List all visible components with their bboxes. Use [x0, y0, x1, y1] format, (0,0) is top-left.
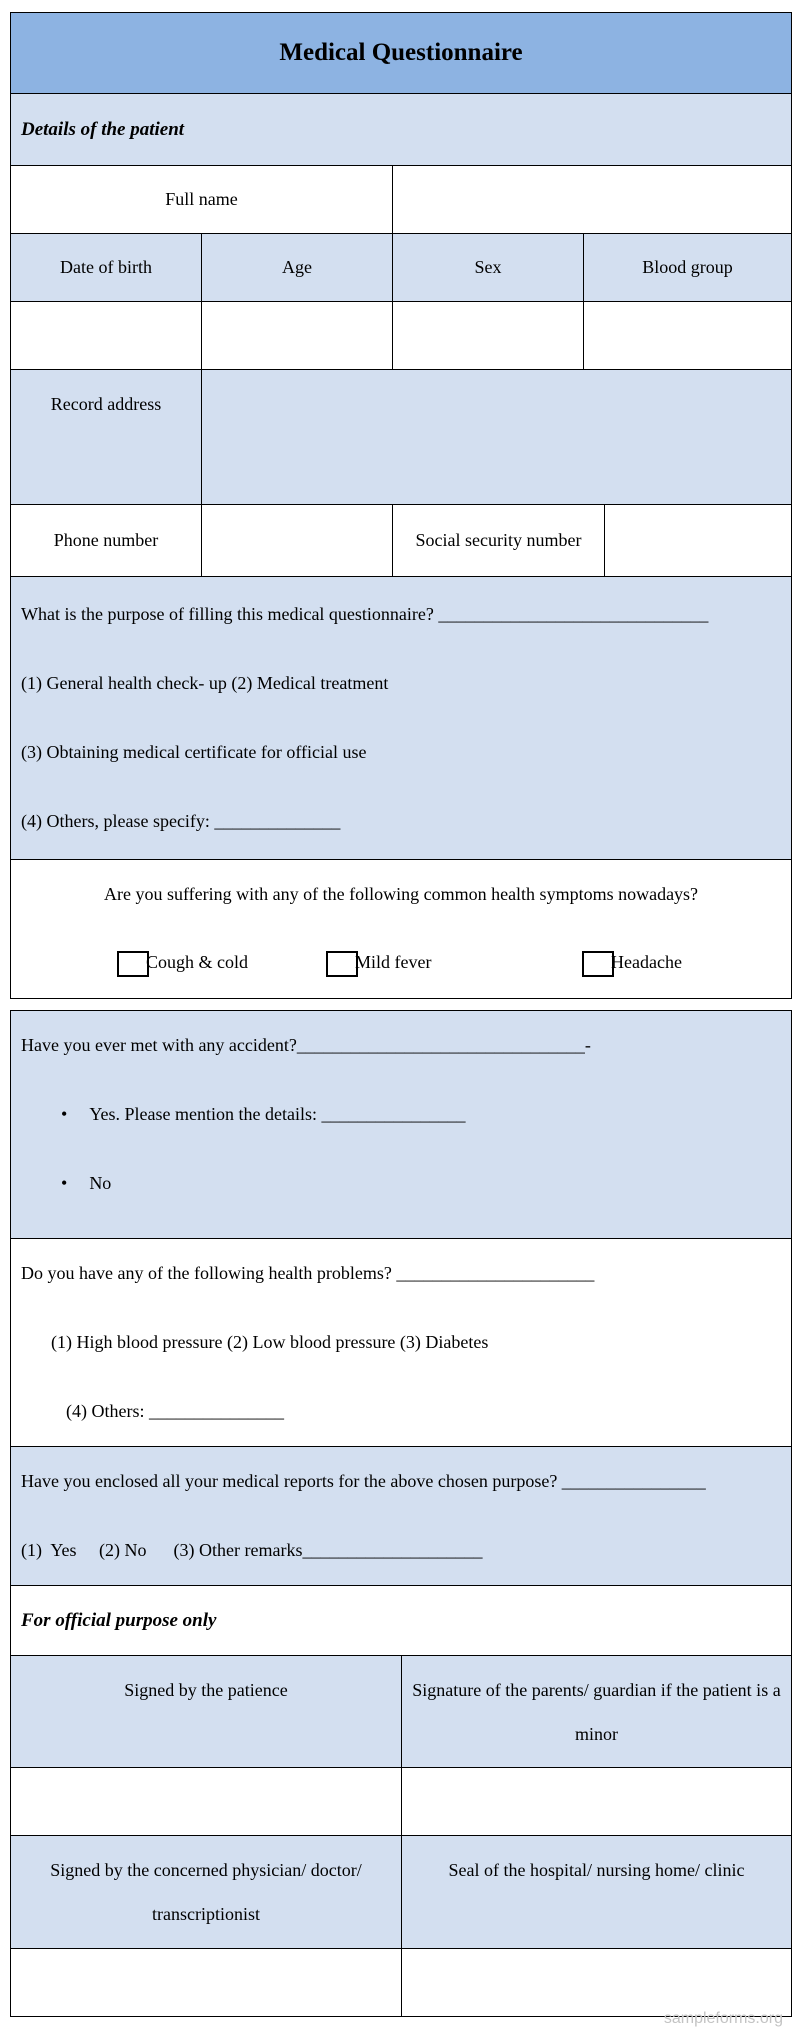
symptom-option-cough[interactable] — [117, 951, 248, 977]
signed-patient-label: Signed by the patience — [11, 1656, 402, 1768]
ssn-label: Social security number — [393, 505, 605, 576]
form-title: Medical Questionnaire — [11, 13, 792, 94]
reports-block — [11, 1447, 792, 1586]
questionnaire-form — [10, 12, 791, 2017]
blood-group-field[interactable] — [584, 302, 792, 370]
record-address-label: Record address — [11, 370, 202, 505]
reports-answers: (1) Yes (2) No (3) Other remarks____________________ — [21, 1540, 483, 1560]
age-field[interactable] — [202, 302, 393, 370]
blood-group-label: Blood group — [584, 234, 792, 302]
purpose-option-line-2: (3) Obtaining medical certificate for official use — [21, 742, 367, 762]
age-label: Age — [202, 234, 393, 302]
watermark: sampleforms.org — [663, 2010, 783, 2027]
symptom-option-fever[interactable] — [326, 951, 431, 977]
health-problems-line-2: (4) Others: _______________ — [66, 1401, 284, 1421]
hospital-seal-field[interactable] — [402, 1949, 792, 2017]
sex-label: Sex — [393, 234, 584, 302]
signed-physician-field[interactable] — [11, 1949, 402, 2017]
symptom-label-fever: Mild fever — [355, 952, 432, 973]
accident-yes-item: • Yes. Please mention the details: ________________ — [21, 1080, 781, 1149]
signed-patient-field[interactable] — [11, 1768, 402, 1836]
full-name-label: Full name — [11, 166, 393, 234]
accident-no-item: • No — [21, 1149, 781, 1218]
date-of-birth-label: Date of birth — [11, 234, 202, 302]
symptoms-question: Are you suffering with any of the following common health symptoms nowadays? — [103, 884, 699, 904]
symptom-option-headache[interactable] — [582, 951, 682, 977]
patient-section-label: Details of the patient — [11, 94, 792, 166]
checkbox-icon[interactable] — [326, 951, 358, 977]
accident-question: Have you ever met with any accident?________________________________- — [21, 1035, 591, 1055]
ssn-field[interactable] — [605, 505, 791, 576]
signed-physician-label: Signed by the concerned physician/ doctor/ transcriptionist — [11, 1836, 402, 1949]
record-address-field[interactable] — [202, 370, 792, 505]
guardian-signature-field[interactable] — [402, 1768, 792, 1836]
health-problems-question: Do you have any of the following health problems? ______________________ — [21, 1263, 595, 1283]
purpose-option-line-1: (1) General health check- up (2) Medical treatment — [21, 673, 389, 693]
reports-question: Have you enclosed all your medical reports for the above chosen purpose? ________________ — [21, 1471, 706, 1491]
date-of-birth-field[interactable] — [11, 302, 202, 370]
purpose-question: What is the purpose of filling this medical questionnaire? ______________________________ — [21, 604, 709, 624]
purpose-option-line-3: (4) Others, please specify: ______________ — [21, 811, 341, 831]
hospital-seal-label: Seal of the hospital/ nursing home/ clinic — [402, 1836, 792, 1949]
guardian-signature-label: Signature of the parents/ guardian if the patient is a minor — [402, 1656, 792, 1768]
form-table-top — [10, 12, 792, 999]
symptom-label-headache: Headache — [611, 952, 682, 973]
health-problems-block — [11, 1239, 792, 1447]
checkbox-icon[interactable] — [582, 951, 614, 977]
checkbox-icon[interactable] — [117, 951, 149, 977]
accident-block — [11, 1011, 792, 1239]
full-name-field[interactable] — [393, 166, 792, 234]
purpose-block — [11, 577, 792, 860]
symptom-label-cough: Cough & cold — [146, 952, 248, 973]
health-problems-line-1: (1) High blood pressure (2) Low blood pressure (3) Diabetes — [51, 1332, 489, 1352]
sex-field[interactable] — [393, 302, 584, 370]
phone-number-field[interactable] — [202, 505, 393, 577]
form-table-bottom — [10, 1010, 792, 2017]
phone-number-label: Phone number — [11, 505, 202, 577]
official-section-label: For official purpose only — [11, 1586, 792, 1656]
symptoms-block — [11, 860, 792, 999]
